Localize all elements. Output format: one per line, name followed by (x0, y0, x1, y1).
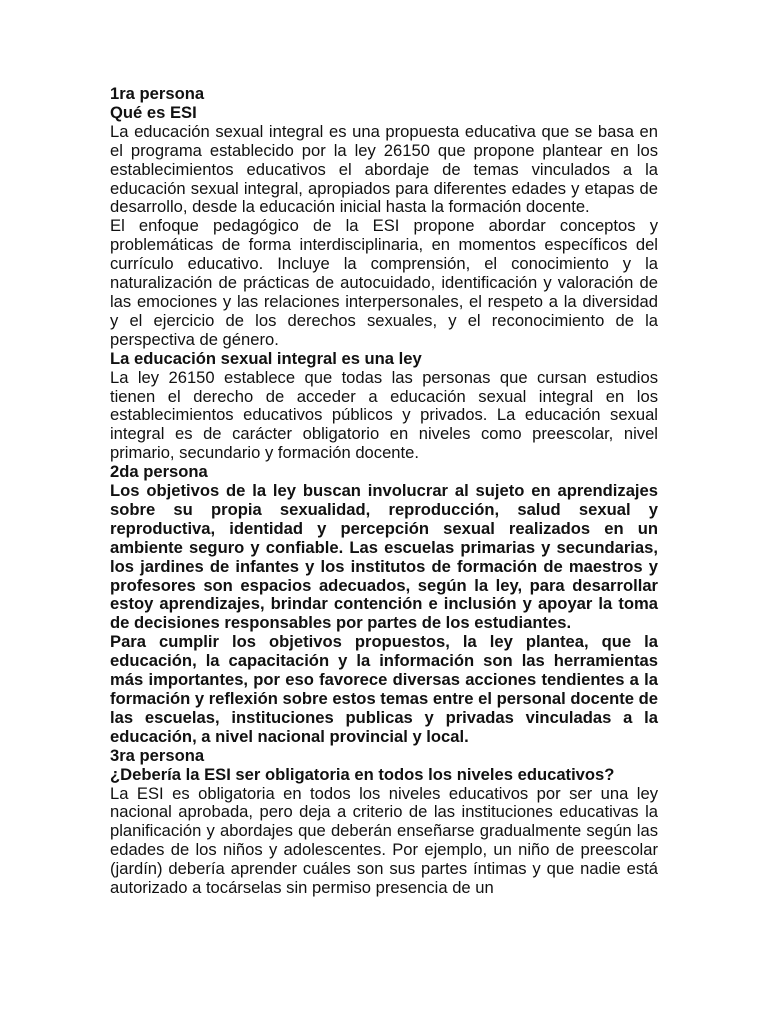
section-label-first-person: 1ra persona (110, 84, 205, 103)
paragraph-mandatory-answer: La ESI es obligatoria en todos los niveles educativos por ser una ley nacional aprobada, pero deja a criterio de las instituciones educativas la planificación y abordajes que deberán enseñarse gradualmente según las edades de los niños y adolescentes. Por ejemplo, un niño de preescolar (jardín) debería aprender cuáles son sus partes íntimas y que nadie está autorizado a tocárselas sin permiso presencia de un (110, 783, 658, 898)
paragraph-law-26150: La ley 26150 establece que todas las personas que cursan estudios tienen el derecho de acceder a educación sexual integral en los establecimientos educativos públicos y privados. La educación sexual integral es de carácter obligatorio en niveles como preescolar, nivel primario, secundario y formación docente. (110, 367, 658, 463)
paragraph-law-actions: Para cumplir los objetivos propuestos, la ley plantea, que la educación, la capacitación y la información son las herramientas más importantes, por eso favorece diversas acciones tendientes a la formación y reflexión sobre estos temas entre el personal docente de las escuelas, instituciones publicas y privadas vinculadas a la educación, a nivel nacional provincial y local. (110, 632, 658, 746)
paragraph-esi-definition: La educación sexual integral es una propuesta educativa que se basa en el programa establecido por la ley 26150 que propone plantear en los establecimientos educativos el abordaje de temas vinculados a la educación sexual integral, apropiados para diferentes edades y etapas de desarrollo, desde la educación inicial hasta la formación docente. (110, 121, 658, 217)
document-page (110, 85, 658, 898)
paragraph-pedagogical-approach: El enfoque pedagógico de la ESI propone abordar conceptos y problemáticas de forma interdisciplinaria, en momentos específicos del currículo educativo. Incluye la comprensión, el conocimiento y la naturalización de prácticas de autocuidado, identificación y valoración de las emociones y las relaciones interpersonales, el respeto a la diversidad y el ejercicio de los derechos sexuales, y el reconocimiento de la perspectiva de género. (110, 216, 658, 349)
paragraph-law-objectives: Los objetivos de la ley buscan involucrar al sujeto en aprendizajes sobre su propia sexualidad, reproducción, salud sexual y reproductiva, identidad y percepción sexual realizados en un ambiente seguro y confiable. Las escuelas primarias y secundarias, los jardines de infantes y los institutos de formación de maestros y profesores son espacios adecuados, según la ley, para desarrollar estoy aprendizajes, brindar contención e inclusión y apoyar la toma de decisiones responsables por partes de los estudiantes. (110, 481, 658, 633)
section-label-second-person: 2da persona (110, 462, 208, 482)
section-title-esi-is-law: La educación sexual integral es una ley (110, 348, 422, 368)
section-title-what-is-esi: Qué es ESI (110, 102, 197, 122)
section-label-third-person: 3ra persona (110, 745, 205, 765)
section-title-mandatory-question: ¿Debería la ESI ser obligatoria en todos los niveles educativos? (110, 764, 615, 784)
